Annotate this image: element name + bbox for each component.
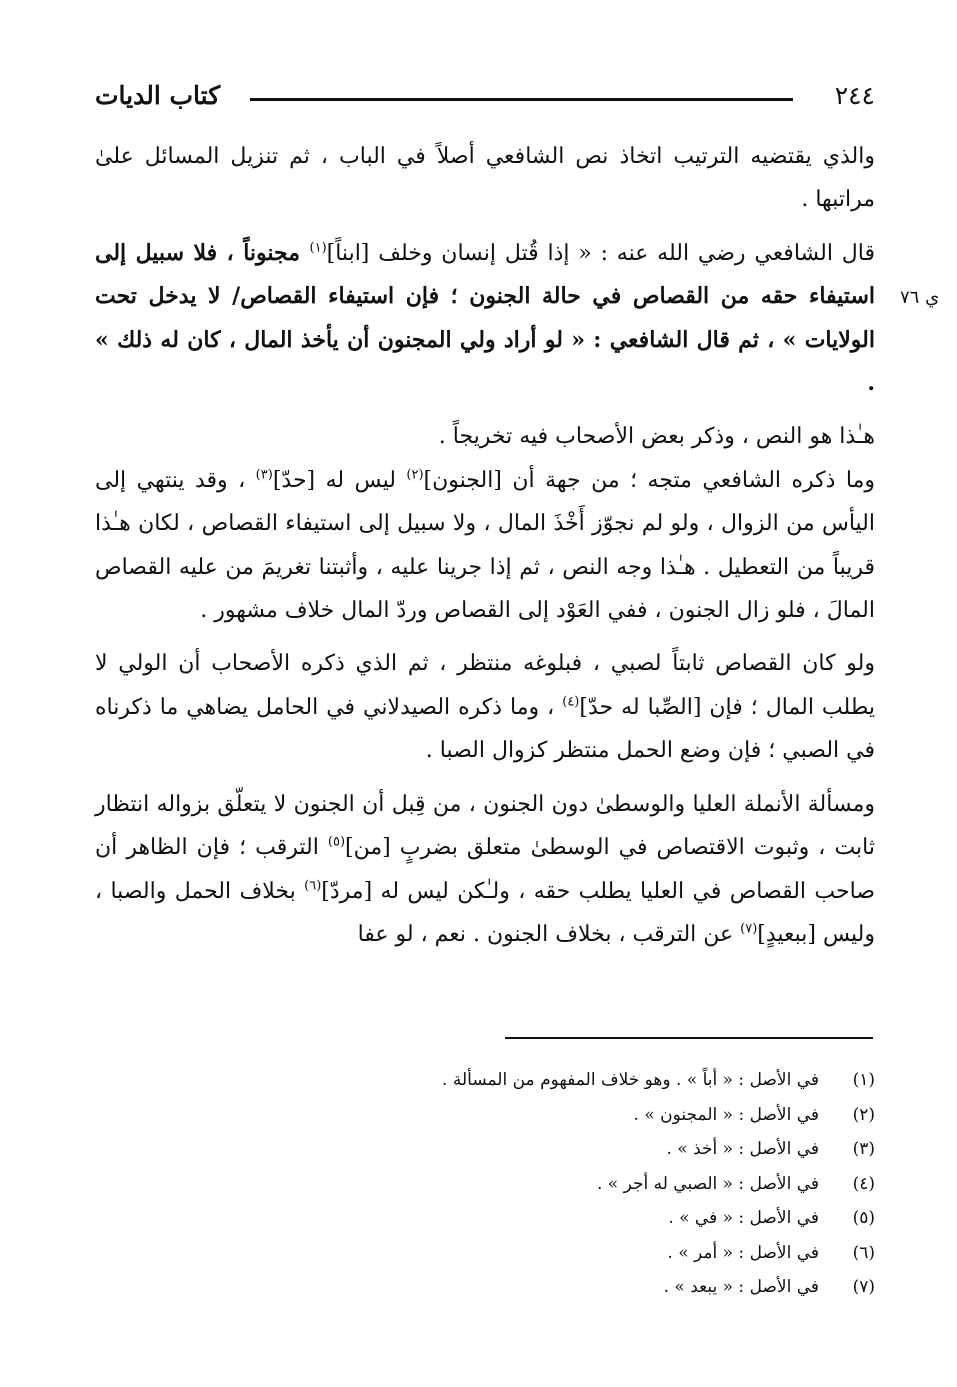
paragraph-4 [95, 459, 875, 633]
footnote-separator [505, 1037, 873, 1039]
footnotes [275, 1063, 875, 1305]
footnote-6 [275, 1236, 875, 1271]
paragraph-4-part-b: ليس له [حدّ] [272, 467, 407, 493]
footnote-number: (٥) [852, 1208, 875, 1228]
paragraph-4-part-c: ، وقد ينتهي إلى اليأس من الزوال ، ولو لم نجوّز أَخْذَ المال ، ولا سبيل إلى استيفاء القصاص ، لكان هـٰذا قريباً من التعطيل . هـٰذا وجه النص ، ثم إذا جرينا عليه ، وأثبتنا تغريمَ من عليه القصاص المالَ ، فلو زال الجنون ، ففي العَوْد إلى القصاص وردّ المال خلاف مشهور . [95, 467, 875, 624]
main-text [95, 135, 875, 956]
footnote-text: في الأصل : « المجنون » . [633, 1104, 819, 1125]
footnote-text: في الأصل : « أمر » . [667, 1242, 819, 1263]
footnote-number: (٢) [852, 1104, 875, 1125]
footnote-number: (٦) [852, 1242, 875, 1263]
footnote-5 [275, 1201, 875, 1236]
footnote-ref-2[interactable]: (٢) [406, 467, 424, 483]
paragraph-3: هـٰذا هو النص ، وذكر بعض الأصحاب فيه تخريجاً . [438, 424, 875, 450]
paragraph-2 [95, 232, 875, 406]
header-rule [250, 98, 793, 101]
footnote-1 [275, 1063, 875, 1098]
footnote-text: في الأصل : « يبعد » . [663, 1277, 819, 1297]
paragraph-2-quote: مجنوناً ، فلا سبيل إلى استيفاء حقه من القصاص في حالة الجنون ؛ فإن استيفاء القصاص/ لا يدخل تحت الولايات » ، ثم قال الشافعي : « لو أراد ولي المجنون أن يأخذ المال ، كان له ذلك » . [95, 239, 875, 397]
paragraph-2-intro: قال الشافعي رضي الله عنه : « إذا قُتل إنسان وخلف [ابناً] [326, 240, 875, 266]
footnote-4 [275, 1167, 875, 1202]
footnote-text: في الأصل : « أخذ » . [666, 1139, 819, 1159]
paragraph-5-part-b: ، وما ذكره الصيدلاني في الحامل يضاهي ما ذكرناه في الصبي ؛ فإن وضع الحمل منتظر كزوال الصبا . [95, 694, 875, 764]
paragraph-4-part-a: وما ذكره الشافعي متجه ؛ من جهة أن [الجنون] [423, 467, 875, 493]
footnote-number: (٤) [852, 1173, 875, 1194]
footnote-ref-4[interactable]: (٤) [562, 694, 580, 710]
page-number: ٢٤٤ [834, 81, 875, 110]
paragraph-5-part-a: ولو كان القصاص ثابتاً لصبي ، فبلوغه منتظر ، ثم الذي ذكره الأصحاب أن الولي لا يطلب المال ؛ فإن [الصِّبا له حدّ] [95, 651, 875, 720]
paragraph-6 [95, 783, 875, 957]
footnote-text: في الأصل : « الصبي له أجر » . [596, 1173, 819, 1194]
paragraph-1: والذي يقتضيه الترتيب اتخاذ نص الشافعي أصلاً في الباب ، ثم تنزيل المسائل علىٰ مراتبها . [95, 144, 875, 213]
footnote-ref-7[interactable]: (٧) [740, 921, 758, 937]
footnote-number: (١) [852, 1070, 875, 1090]
footnote-3 [275, 1132, 875, 1167]
paragraph-6-part-b: الترقب ؛ فإن الظاهر أن صاحب القصاص في العليا يطلب حقه ، ولـٰكن ليس له [مردّ] [95, 835, 876, 904]
footnote-ref-6[interactable]: (٦) [304, 878, 322, 894]
paragraph-6-part-c: بخلاف الحمل والصبا ، وليس [ببعيدٍ] [95, 878, 875, 947]
paragraph-6-part-d: عن الترقب ، بخلاف الجنون . نعم ، لو عفا [357, 921, 741, 947]
running-header [95, 80, 875, 120]
footnote-text: في الأصل : « في » . [668, 1208, 819, 1228]
footnote-text: في الأصل : « أباً » . وهو خلاف المفهوم من المسألة . [442, 1070, 819, 1090]
footnote-ref-5[interactable]: (٥) [327, 834, 346, 850]
footnote-ref-3[interactable]: (٣) [255, 467, 273, 483]
margin-folio-note: ي ٧٦ [900, 287, 940, 308]
footnote-2 [275, 1098, 875, 1133]
footnote-number: (٣) [852, 1139, 875, 1159]
book-title: كتاب الديات [95, 81, 221, 110]
paragraph-5 [95, 642, 875, 772]
footnote-7 [275, 1270, 875, 1305]
footnote-number: (٧) [852, 1277, 875, 1297]
paragraph-6-part-a: ومسألة الأنملة العليا والوسطىٰ دون الجنون ، من قِبل أن الجنون لا يتعلّق بزواله انتظار ثابت ، وثبوت الاقتصاص في الوسطىٰ متعلق بضربٍ [من] [95, 791, 875, 861]
footnote-ref-1[interactable]: (١) [309, 240, 327, 256]
